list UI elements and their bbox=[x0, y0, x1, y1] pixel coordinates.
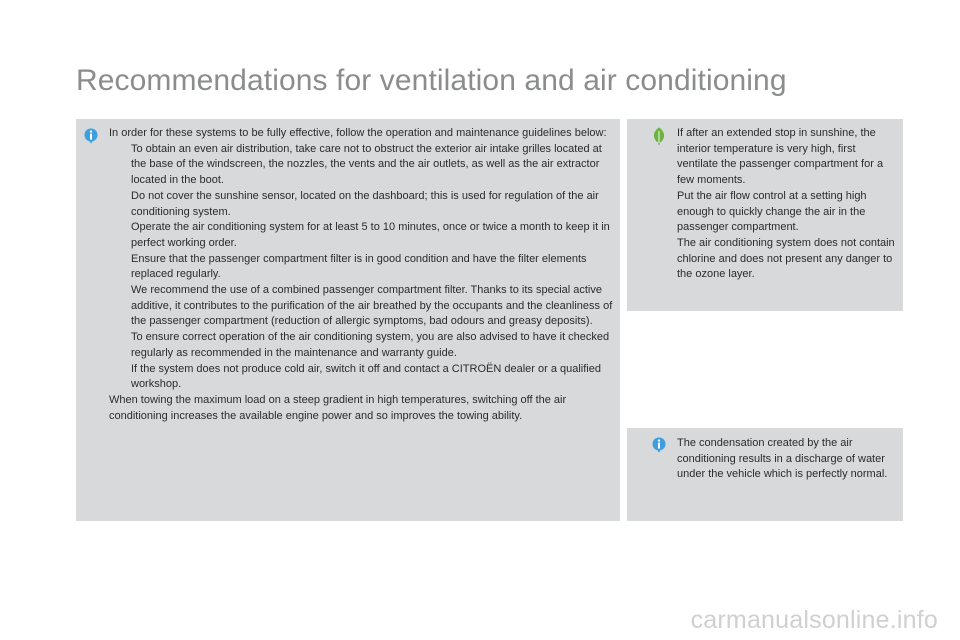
recommendation-text: To ensure correct operation of the air conditioning system, you are also advised to have it checked regularly as recommended in the maintenance and warranty guide. bbox=[131, 331, 610, 359]
recommendation-list bbox=[109, 142, 613, 393]
recommendation-text: We recommend the use of a combined passenger compartment filter. Thanks to its special active additive, it contributes to the purification of the air breathed by the occupants and the cleanliness of the passenger compartment (reduction of allergic symptoms, bad odours and greasy deposits). bbox=[131, 284, 613, 328]
eco-line-1: If after an extended stop in sunshine, the interior temperature is very high, first ventilate the passenger compartment for a few moments. bbox=[677, 127, 884, 187]
recommendation-item bbox=[109, 220, 613, 251]
watermark-text: carmanualsonline.info bbox=[690, 606, 938, 634]
page-title: Recommendations for ventilation and air conditioning bbox=[76, 64, 787, 97]
eco-line-3: The air conditioning system does not contain chlorine and does not present any danger to the ozone layer. bbox=[677, 236, 895, 281]
intro-paragraph: In order for these systems to be fully effective, follow the operation and maintenance guidelines below: bbox=[109, 127, 607, 139]
recommendation-item bbox=[109, 330, 613, 361]
closing-paragraph: When towing the maximum load on a steep gradient in high temperatures, switching off the air conditioning increases the available engine power and so improves the towing ability. bbox=[109, 393, 567, 422]
recommendation-item bbox=[109, 362, 613, 393]
recommendation-text: Operate the air conditioning system for at least 5 to 10 minutes, once or twice a month to keep it in perfect working order. bbox=[131, 221, 610, 249]
recommendation-item bbox=[109, 252, 613, 331]
condensation-text: The condensation created by the air conditioning results in a discharge of water under the vehicle which is perfectly normal. bbox=[677, 437, 888, 481]
recommendation-text: Do not cover the sunshine sensor, located on the dashboard; this is used for regulation of the air conditioning system. bbox=[131, 189, 599, 218]
main-info-text bbox=[109, 126, 613, 424]
eco-line-2: Put the air flow control at a setting high enough to quickly change the air in the passenger compartment. bbox=[677, 189, 867, 234]
info-icon bbox=[652, 437, 666, 453]
recommendation-text: To obtain an even air distribution, take care not to obstruct the exterior air intake grilles located at the base of the windscreen, the nozzles, the vents and the air outlets, as well as the air extractor located in the boot. bbox=[131, 142, 602, 187]
eco-tip-text bbox=[677, 126, 897, 283]
recommendation-item bbox=[109, 189, 613, 220]
recommendation-item bbox=[109, 142, 613, 189]
recommendation-text: Ensure that the passenger compartment filter is in good condition and have the filter elements replaced regularly. bbox=[131, 252, 587, 281]
eco-leaf-icon bbox=[651, 127, 667, 145]
recommendation-text: If the system does not produce cold air, switch it off and contact a CITROËN dealer or a qualified workshop. bbox=[131, 362, 601, 391]
info-icon bbox=[84, 128, 98, 144]
